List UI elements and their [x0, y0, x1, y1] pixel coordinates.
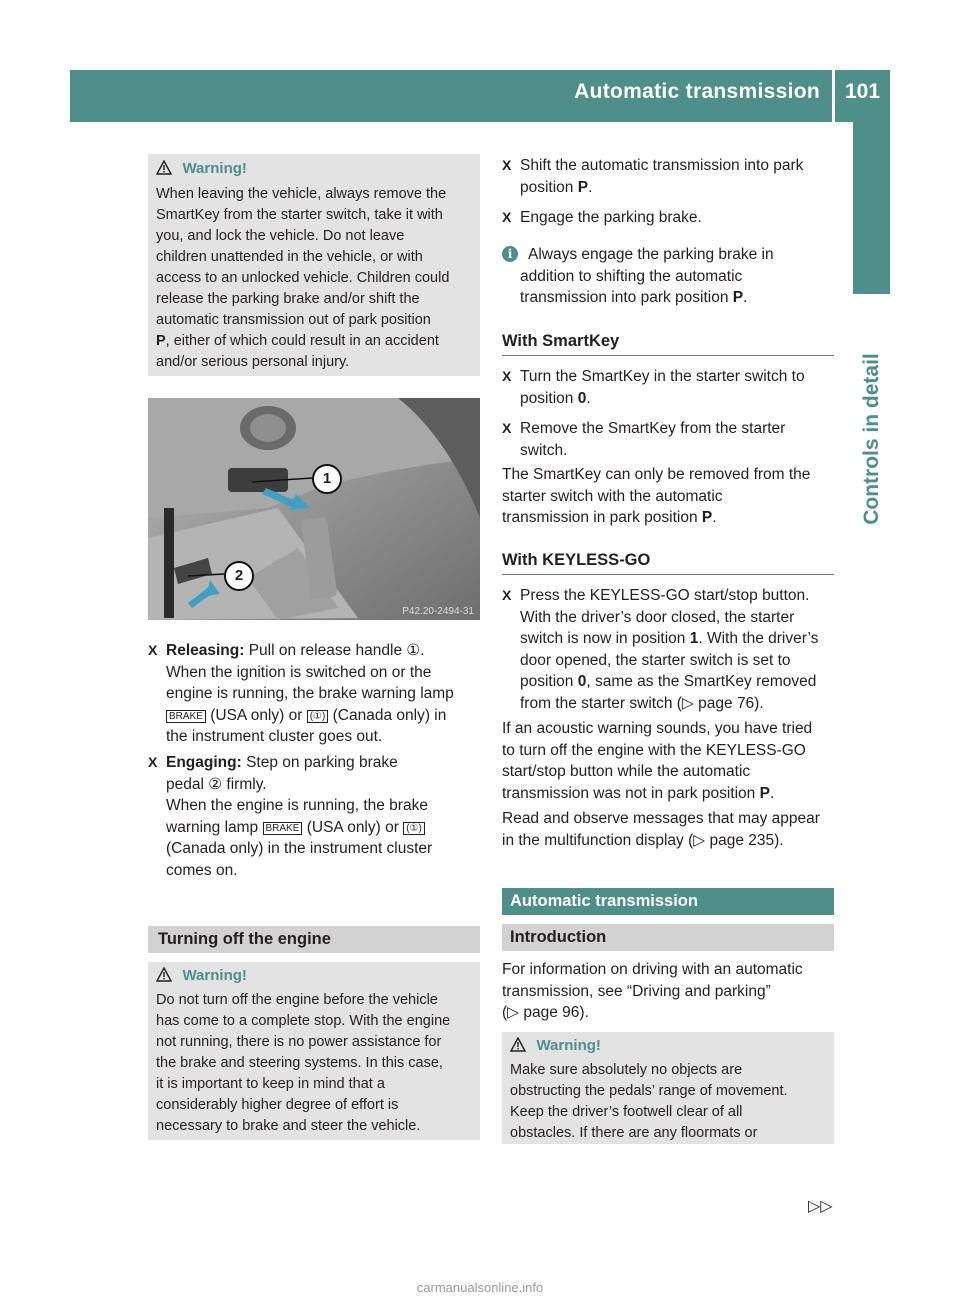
warning-header [156, 160, 247, 178]
step-arrow-icon: X [502, 209, 512, 225]
step-arrow-icon: X [148, 754, 158, 770]
warning-box [148, 154, 480, 376]
engage-brake-step: X Engage the parking brake. [502, 207, 834, 229]
info-note: i Always engage the parking brake in addition to shifting the automatic transmission into park position P. [502, 244, 834, 309]
callout-1: 1 [312, 464, 342, 494]
step-arrow-icon: X [502, 157, 512, 173]
read-messages-paragraph: Read and observe messages that may appear in the multifunction display (▷ page 235). [502, 810, 820, 849]
warning-header [510, 1037, 601, 1055]
warning-text: When leaving the vehicle, always remove the SmartKey from the starter switch, take it with you, and lock the vehicle. Do not leave children unattended in the vehicle, or with access to an unlocked vehicle. Children could release the parking brake and/or shift the automatic transmission out of park position P, either of which could result in an accident and/or serious personal injury. [156, 186, 450, 370]
figure-code: P42.20-2494-31 [402, 606, 474, 617]
subheading-rule [502, 574, 834, 575]
engaging-step: X Engaging: Step on parking brake pedal ② firmly. When the engine is running, the brake warning lamp BRAKE (USA only) or (①) (Canada only) in the instrument cluster comes on. [148, 754, 433, 879]
shift-step: X Shift the automatic transmission into park position P. [502, 157, 804, 196]
warning-triangle-icon [156, 160, 172, 175]
step-arrow-icon: X [502, 587, 512, 603]
warning-box [148, 962, 480, 1140]
warning-title: Warning! [536, 1037, 601, 1054]
warning-triangle-icon [156, 967, 172, 982]
remove-key-step: X Remove the SmartKey from the starter switch. [502, 420, 786, 459]
warning-header [156, 967, 247, 985]
side-tab-block [853, 122, 890, 294]
warning-box [502, 1032, 834, 1144]
subheading-with-smartkey: With SmartKey [502, 332, 620, 350]
continue-arrows: ▷▷ [808, 1198, 833, 1215]
info-icon: i [502, 246, 518, 262]
warning-title: Warning! [182, 160, 247, 177]
keyless-go-step: X Press the KEYLESS-GO start/stop button. With the driver’s door closed, the starter switch is now in position 1. With the driver’s door opened, the starter switch is set to position 0, same as the SmartKey removed from the starter switch (▷ page 76). [502, 587, 819, 712]
turn-key-step: X Turn the SmartKey in the starter switch to position 0. [502, 368, 805, 407]
section-band-introduction: Introduction [502, 924, 834, 951]
watermark: carmanualsonline.info [416, 1280, 544, 1295]
side-tab-label: Controls in detail [860, 353, 883, 525]
warning-title: Warning! [182, 967, 247, 984]
warning-triangle-icon [510, 1037, 526, 1052]
page-title: Automatic transmission [574, 80, 820, 103]
section-band-automatic-transmission: Automatic transmission [502, 888, 834, 915]
parking-brake-figure [148, 398, 480, 620]
releasing-step: X Releasing: Pull on release handle ①. When the ignition is switched on or the engine is running, the brake warning lamp BRAKE (USA only) or (①) (Canada only) in the instrument cluster goes out. [148, 642, 454, 745]
callout-2: 2 [224, 561, 254, 591]
acoustic-warning-paragraph: If an acoustic warning sounds, you have tried to turn off the engine with the KEYLESS-GO start/stop button while the automatic transmission was not in park position P. [502, 720, 813, 802]
brake-warning-icon: BRAKE [263, 822, 303, 835]
canada-brake-icon: (①) [403, 822, 425, 835]
subheading-rule [502, 355, 834, 356]
introduction-paragraph: For information on driving with an automatic transmission, see “Driving and parking” (▷ page 96). [502, 961, 803, 1021]
page-number: 101 [845, 80, 881, 103]
warning-text: Do not turn off the engine before the vehicle has come to a complete stop. With the engine not running, there is no power assistance for the brake and steering systems. In this case, it is important to keep in mind that a considerably higher degree of effort is necessary to brake and steer the vehicle. [156, 992, 451, 1134]
subheading-with-keyless-go: With KEYLESS-GO [502, 551, 651, 569]
step-arrow-icon: X [148, 642, 158, 658]
smartkey-paragraph: The SmartKey can only be removed from the starter switch with the automatic transmission in park position P. [502, 466, 811, 526]
section-band-turning-off: Turning off the engine [148, 926, 480, 953]
footwell-illustration [148, 398, 480, 620]
warning-text: Make sure absolutely no objects are obstructing the pedals’ range of movement. Keep the driver’s footwell clear of all obstacles. If there are any floormats or [510, 1062, 788, 1141]
canada-brake-icon: (①) [307, 710, 329, 723]
step-arrow-icon: X [502, 368, 512, 384]
header-separator [832, 70, 835, 122]
step-arrow-icon: X [502, 420, 512, 436]
brake-warning-icon: BRAKE [166, 710, 206, 723]
